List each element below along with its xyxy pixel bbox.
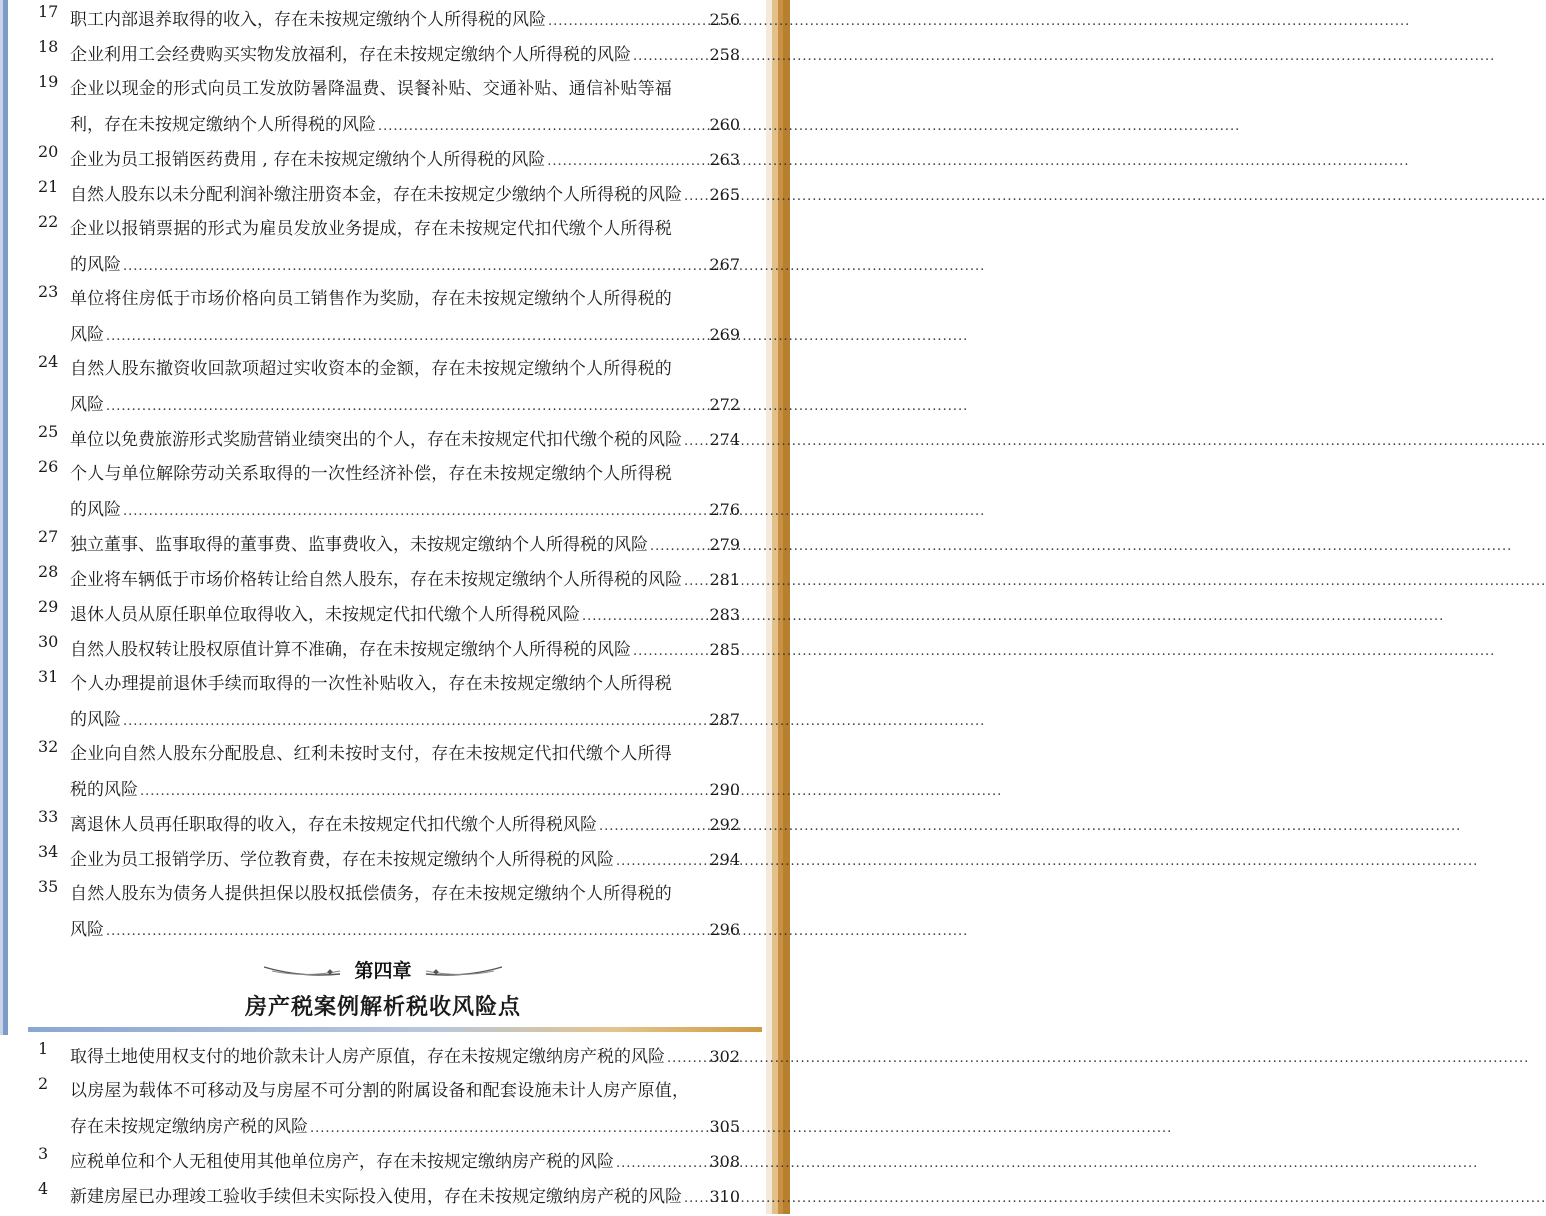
toc-entry-title: 取得土地使用权支付的地价款未计人房产原值，存在未按规定缴纳房产税的风险 bbox=[70, 1047, 665, 1067]
toc-entry-title: 风险 bbox=[70, 920, 104, 940]
toc-entry[interactable] bbox=[0, 807, 766, 842]
toc-entry-page: 269 bbox=[709, 325, 740, 344]
toc-entry-number: 23 bbox=[38, 282, 59, 301]
dot-leader bbox=[633, 634, 707, 669]
toc-entry-title: 独立董事、监事取得的董事费、监事费收入，未按规定缴纳个人所得税的风险 bbox=[70, 535, 648, 555]
toc-entry-title: 单位以免费旅游形式奖励营销业绩突出的个人，存在未按规定代扣代缴个税的风险 bbox=[70, 430, 682, 450]
toc-entry[interactable] bbox=[0, 1179, 766, 1214]
dot-leader bbox=[123, 704, 707, 739]
toc-entry[interactable] bbox=[0, 1039, 766, 1074]
toc-entry-page: 263 bbox=[709, 150, 740, 169]
toc-entry-page: 256 bbox=[709, 10, 740, 29]
toc-entry-page: 294 bbox=[709, 850, 740, 869]
toc-entry-number: 35 bbox=[38, 877, 59, 896]
toc-entry-page: 305 bbox=[709, 1117, 740, 1136]
toc-entry-number: 2 bbox=[38, 1074, 49, 1093]
toc-entry-number: 22 bbox=[38, 212, 59, 231]
toc-entry[interactable] bbox=[0, 877, 766, 947]
toc-entry-title: 税的风险 bbox=[70, 780, 138, 800]
toc-entry-title: 存在未按规定缴纳房产税的风险 bbox=[70, 1117, 308, 1137]
toc-entry-number: 21 bbox=[38, 177, 59, 196]
toc-entry-number: 18 bbox=[38, 37, 59, 56]
toc-entry[interactable] bbox=[0, 457, 766, 527]
toc-entry-number: 19 bbox=[38, 72, 59, 91]
toc-entry-number: 30 bbox=[38, 632, 59, 651]
chapter-heading bbox=[0, 958, 766, 1021]
toc-entry-page: 302 bbox=[709, 1047, 740, 1066]
toc-entry-title: 企业利用工会经费购买实物发放福利，存在未按规定缴纳个人所得税的风险 bbox=[70, 45, 631, 65]
toc-entry-number: 27 bbox=[38, 527, 59, 546]
toc-entry-page: 265 bbox=[709, 185, 740, 204]
toc-entry-title: 职工内部退养取得的收入，存在未按规定缴纳个人所得税的风险 bbox=[70, 10, 546, 30]
toc-section-personal-income-tax bbox=[0, 2, 766, 947]
dot-leader bbox=[616, 1146, 707, 1181]
toc-entry-number: 26 bbox=[38, 457, 59, 476]
toc-entry-page: 276 bbox=[709, 500, 740, 519]
toc-entry-number: 20 bbox=[38, 142, 59, 161]
toc-entry-title: 风险 bbox=[70, 395, 104, 415]
toc-entry-title: 企业以报销票据的形式为雇员发放业务提成，存在未按规定代扣代缴个人所得税 bbox=[70, 219, 672, 239]
toc-entry-page: 260 bbox=[709, 115, 740, 134]
toc-entry-title: 企业为员工报销医药费用 , 存在未按规定缴纳个人所得税的风险 bbox=[70, 150, 546, 170]
toc-entry[interactable] bbox=[0, 37, 766, 72]
dot-leader bbox=[582, 599, 707, 634]
dot-leader bbox=[106, 389, 707, 424]
toc-entry-title: 的风险 bbox=[70, 710, 121, 730]
toc-entry-page: 272 bbox=[709, 395, 740, 414]
toc-entry[interactable] bbox=[0, 72, 766, 142]
toc-entry[interactable] bbox=[0, 177, 766, 212]
toc-entry-page: 292 bbox=[709, 815, 740, 834]
dot-leader bbox=[106, 914, 707, 949]
toc-entry[interactable] bbox=[0, 352, 766, 422]
toc-entry-title: 个人与单位解除劳动关系取得的一次性经济补偿，存在未按规定缴纳个人所得税 bbox=[70, 464, 672, 484]
dot-leader bbox=[616, 844, 707, 879]
toc-entry-page: 290 bbox=[709, 780, 740, 799]
toc-entry-title: 企业以现金的形式向员工发放防暑降温费、误餐补贴、交通补贴、通信补贴等福 bbox=[70, 79, 672, 99]
toc-entry[interactable] bbox=[0, 667, 766, 737]
toc-entry-number: 1 bbox=[38, 1039, 49, 1058]
toc-entry-page: 258 bbox=[709, 45, 740, 64]
chapter-number: 第四章 bbox=[354, 960, 412, 982]
chapter-divider bbox=[28, 1027, 762, 1032]
toc-entry[interactable] bbox=[0, 2, 766, 37]
right-border-decoration bbox=[766, 0, 790, 1214]
dot-leader bbox=[684, 179, 707, 214]
dot-leader bbox=[310, 1111, 707, 1146]
dot-leader bbox=[684, 424, 707, 459]
toc-entry-page: 310 bbox=[709, 1187, 740, 1206]
toc-entry[interactable] bbox=[0, 212, 766, 282]
dot-leader bbox=[547, 144, 707, 179]
toc-entry-title: 企业为员工报销学历、学位教育费，存在未按规定缴纳个人所得税的风险 bbox=[70, 850, 614, 870]
toc-section-property-tax bbox=[0, 1039, 766, 1214]
toc-entry[interactable] bbox=[0, 1144, 766, 1179]
toc-entry[interactable] bbox=[0, 562, 766, 597]
dot-leader bbox=[140, 774, 707, 809]
toc-entry-title: 利，存在未按规定缴纳个人所得税的风险 bbox=[70, 115, 376, 135]
dot-leader bbox=[548, 4, 707, 39]
toc-entry-title: 应税单位和个人无租使用其他单位房产，存在未按规定缴纳房产税的风险 bbox=[70, 1152, 614, 1172]
right-ornament-icon bbox=[424, 964, 504, 978]
dot-leader bbox=[684, 564, 707, 599]
toc-entry[interactable] bbox=[0, 737, 766, 807]
toc-entry-title: 自然人股东以未分配利润补缴注册资本金，存在未按规定少缴纳个人所得税的风险 bbox=[70, 185, 682, 205]
toc-entry-number: 3 bbox=[38, 1144, 49, 1163]
toc-entry-title: 企业将车辆低于市场价格转让给自然人股东，存在未按规定缴纳个人所得税的风险 bbox=[70, 570, 682, 590]
toc-entry-title: 的风险 bbox=[70, 500, 121, 520]
toc-entry-number: 31 bbox=[38, 667, 59, 686]
toc-entry-page: 274 bbox=[709, 430, 740, 449]
toc-entry-title: 的风险 bbox=[70, 255, 121, 275]
toc-entry-number: 17 bbox=[38, 2, 59, 21]
toc-entry-number: 28 bbox=[38, 562, 59, 581]
dot-leader bbox=[106, 319, 707, 354]
toc-entry-title: 自然人股东为债务人提供担保以股权抵偿债务，存在未按规定缴纳个人所得税的 bbox=[70, 884, 672, 904]
toc-entry-title: 离退休人员再任职取得的收入，存在未按规定代扣代缴个人所得税风险 bbox=[70, 815, 597, 835]
dot-leader bbox=[599, 809, 707, 844]
toc-entry-title: 自然人股权转让股权原值计算不准确，存在未按规定缴纳个人所得税的风险 bbox=[70, 640, 631, 660]
toc-entry-number: 32 bbox=[38, 737, 59, 756]
toc-entry-page: 308 bbox=[709, 1152, 740, 1171]
toc-entry[interactable] bbox=[0, 1074, 766, 1144]
toc-entry[interactable] bbox=[0, 422, 766, 457]
toc-entry[interactable] bbox=[0, 632, 766, 667]
toc-entry-number: 25 bbox=[38, 422, 59, 441]
toc-entry-page: 285 bbox=[709, 640, 740, 659]
toc-entry[interactable] bbox=[0, 527, 766, 562]
dot-leader bbox=[667, 1041, 707, 1076]
toc-entry-number: 33 bbox=[38, 807, 59, 826]
toc-entry-number: 29 bbox=[38, 597, 59, 616]
toc-entry[interactable] bbox=[0, 842, 766, 877]
chapter-title: 房产税案例解析税收风险点 bbox=[244, 995, 521, 1020]
toc-entry-title: 个人办理提前退休手续而取得的一次性补贴收入，存在未按规定缴纳个人所得税 bbox=[70, 674, 672, 694]
toc-entry[interactable] bbox=[0, 142, 766, 177]
dot-leader bbox=[123, 249, 707, 284]
toc-entry[interactable] bbox=[0, 597, 766, 632]
toc-entry-title: 企业向自然人股东分配股息、红利未按时支付，存在未按规定代扣代缴个人所得 bbox=[70, 744, 672, 764]
toc-entry-title: 单位将住房低于市场价格向员工销售作为奖励，存在未按规定缴纳个人所得税的 bbox=[70, 289, 672, 309]
chapter-number-row bbox=[262, 958, 503, 984]
toc-entry-page: 279 bbox=[709, 535, 740, 554]
toc-entry-title: 退休人员从原任职单位取得收入，未按规定代扣代缴个人所得税风险 bbox=[70, 605, 580, 625]
toc-entry-page: 283 bbox=[709, 605, 740, 624]
toc-entry-page: 281 bbox=[709, 570, 740, 589]
toc-entry-page: 267 bbox=[709, 255, 740, 274]
toc-entry-title: 风险 bbox=[70, 325, 104, 345]
dot-leader bbox=[684, 1181, 707, 1216]
left-ornament-icon bbox=[262, 964, 342, 978]
toc-entry-title: 新建房屋已办理竣工验收手续但未实际投入使用，存在未按规定缴纳房产税的风险 bbox=[70, 1187, 682, 1207]
dot-leader bbox=[123, 494, 707, 529]
dot-leader bbox=[650, 529, 707, 564]
toc-entry-page: 287 bbox=[709, 710, 740, 729]
toc-entry-page: 296 bbox=[709, 920, 740, 939]
toc-entry[interactable] bbox=[0, 282, 766, 352]
dot-leader bbox=[378, 109, 707, 144]
toc-entry-number: 4 bbox=[38, 1179, 49, 1198]
toc-entry-title: 以房屋为载体不可移动及与房屋不可分割的附属设备和配套设施未计人房产原值， bbox=[70, 1081, 690, 1101]
toc-entry-title: 自然人股东撤资收回款项超过实收资本的金额，存在未按规定缴纳个人所得税的 bbox=[70, 359, 672, 379]
dot-leader bbox=[633, 39, 707, 74]
toc-entry-number: 24 bbox=[38, 352, 59, 371]
toc-entry-number: 34 bbox=[38, 842, 59, 861]
